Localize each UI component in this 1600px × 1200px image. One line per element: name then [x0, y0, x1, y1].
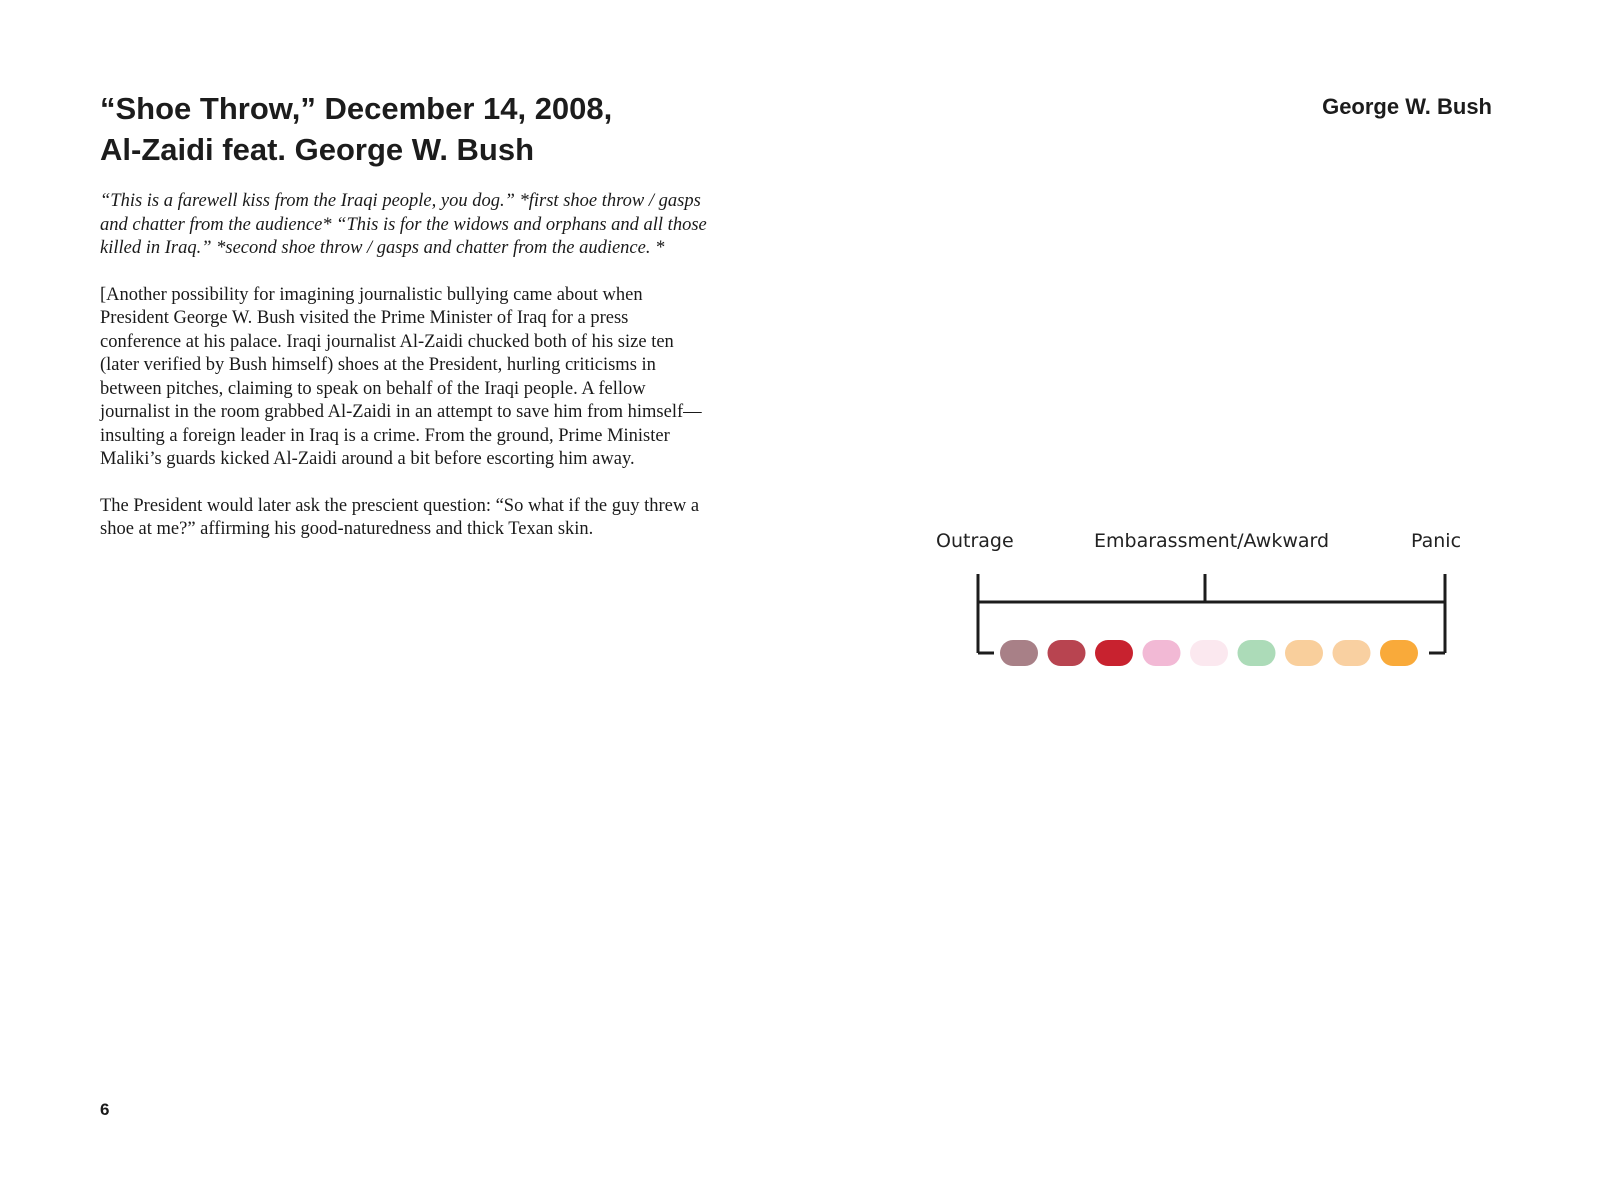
color-swatch-1	[1000, 640, 1038, 666]
scale-label-panic: Panic	[1411, 530, 1462, 552]
color-swatch-5	[1190, 640, 1228, 666]
scale-label-outrage: Outrage	[936, 530, 1014, 552]
quote-paragraph: “This is a farewell kiss from the Iraqi people, you dog.” *first shoe throw / gasps and chatter from the audience* “This is for the widows and orphans and all those killed in Iraq.” *second shoe throw / gasps and chatter from the audience. *	[100, 191, 707, 258]
color-swatch-7	[1285, 640, 1323, 666]
color-swatch-4	[1143, 640, 1181, 666]
color-swatch-8	[1333, 640, 1371, 666]
body-text	[100, 190, 710, 565]
color-swatch-3	[1095, 640, 1133, 666]
scale-label-embarrassment: Embarassment/Awkward	[1094, 530, 1330, 552]
page-number: 6	[100, 1100, 110, 1119]
subject-name: George W. Bush	[1322, 94, 1492, 119]
title-line-1: “Shoe Throw,” December 14, 2008,	[100, 91, 613, 126]
swatch-row	[1000, 640, 1418, 666]
color-swatch-6	[1238, 640, 1276, 666]
scale-bracket	[960, 568, 1450, 678]
title-line-2: Al-Zaidi feat. George W. Bush	[100, 132, 535, 167]
color-swatch-2	[1048, 640, 1086, 666]
description-paragraph: [Another possibility for imagining journalistic bullying came about when President George W. Bush visited the Prime Minister of Iraq for a press conference at his palace. Iraqi journalist Al-Zaidi chucked both of his size ten (later verified by Bush himself) shoes at the President, hurling criticisms in between pitches, claiming to speak on behalf of the Iraqi people. A fellow journalist in the room grabbed Al-Zaidi in an attempt to save him from himself—insulting a foreign leader in Iraq is a crime. From the ground, Prime Minister Maliki’s guards kicked Al-Zaidi around a bit before escorting him away.	[100, 284, 702, 469]
page-title	[100, 88, 740, 170]
closing-paragraph: The President would later ask the prescient question: “So what if the guy threw a shoe at me?” affirming his good-naturedness and thick Texan skin.	[100, 495, 700, 539]
color-swatch-9	[1380, 640, 1418, 666]
